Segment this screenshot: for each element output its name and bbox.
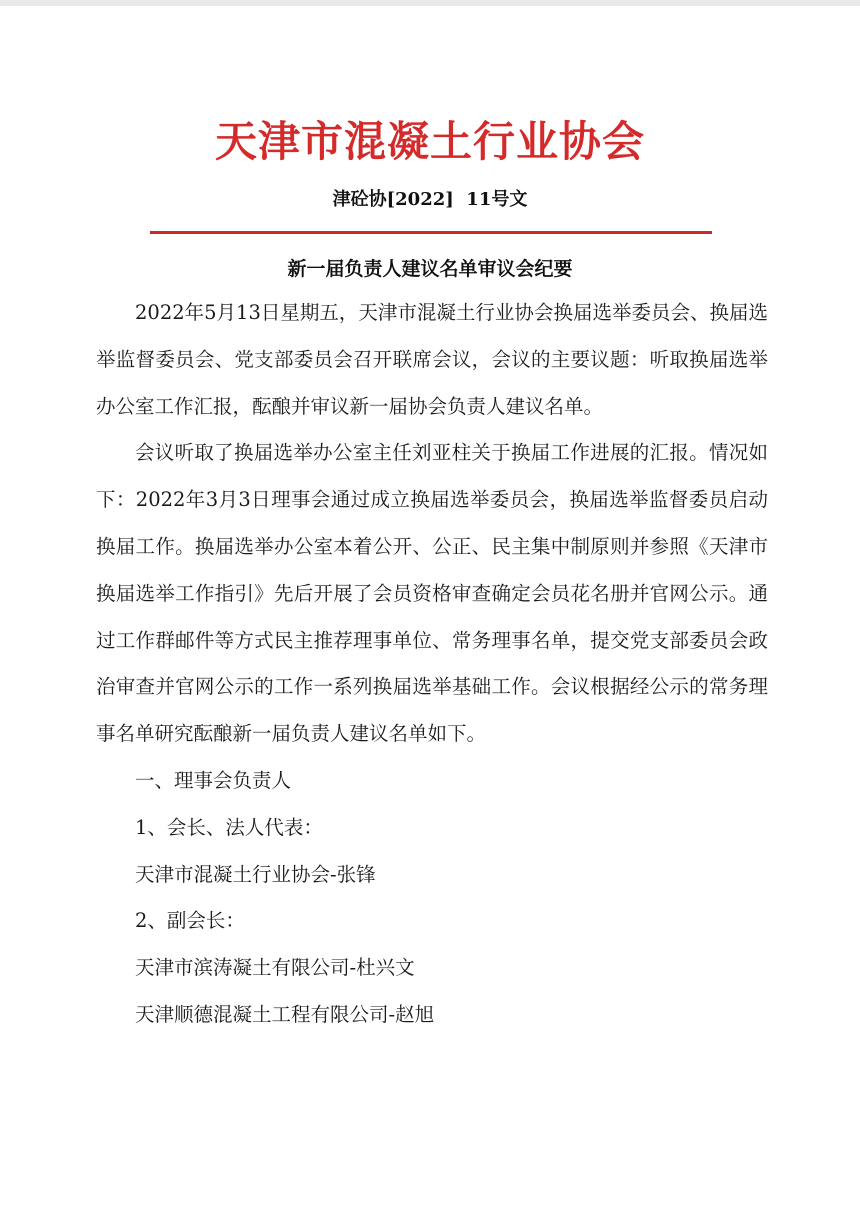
vice-president-entry-1: 天津市滨涛凝土有限公司-杜兴文 — [135, 956, 415, 980]
body-paragraph-1: 2022年5月13日星期五，天津市混凝土行业协会换届选举委员会、换届选举监督委员会、党支部委员会召开联席会议，会议的主要议题：听取换届选举办公室工作汇报，酝酿并审议新一届协会负责人建议名单。 — [96, 301, 768, 418]
body-paragraph-2: 会议听取了换届选举办公室主任刘亚柱关于换届工作进展的汇报。情况如下：2022年3月3日理事会通过成立换届选举委员会，换届选举监督委员启动换届工作。换届选举办公室本着公开、公正、民主集中制原则并参照《天津市换届选举工作指引》先后开展了会员资格审查确定会员花名册并官网公示。通过工作群邮件等方式民主推荐理事单位、常务理事名单，提交党支部委员会政治审查并官网公示的工作一系列换届选举基础工作。会议根据经公示的常务理事名单研究酝酿新一届负责人建议名单如下。 — [96, 441, 768, 746]
section-heading-council-leaders: 一、理事会负责人 — [135, 768, 292, 792]
document-body — [96, 290, 768, 1039]
top-edge-strip — [0, 0, 860, 6]
item-vice-president-heading: 2、副会长： — [135, 909, 245, 933]
red-divider-rule — [150, 231, 712, 234]
document-number: 津砼协[2022] 11号文 — [332, 189, 528, 210]
item-president-heading: 1、会长、法人代表： — [135, 815, 323, 839]
document-title: 新一届负责人建议名单审议会纪要 — [287, 258, 573, 280]
vice-president-entry-2: 天津顺德混凝土工程有限公司-赵旭 — [135, 1002, 435, 1026]
president-entry: 天津市混凝土行业协会-张锋 — [135, 862, 376, 886]
org-title: 天津市混凝土行业协会 — [214, 117, 645, 166]
